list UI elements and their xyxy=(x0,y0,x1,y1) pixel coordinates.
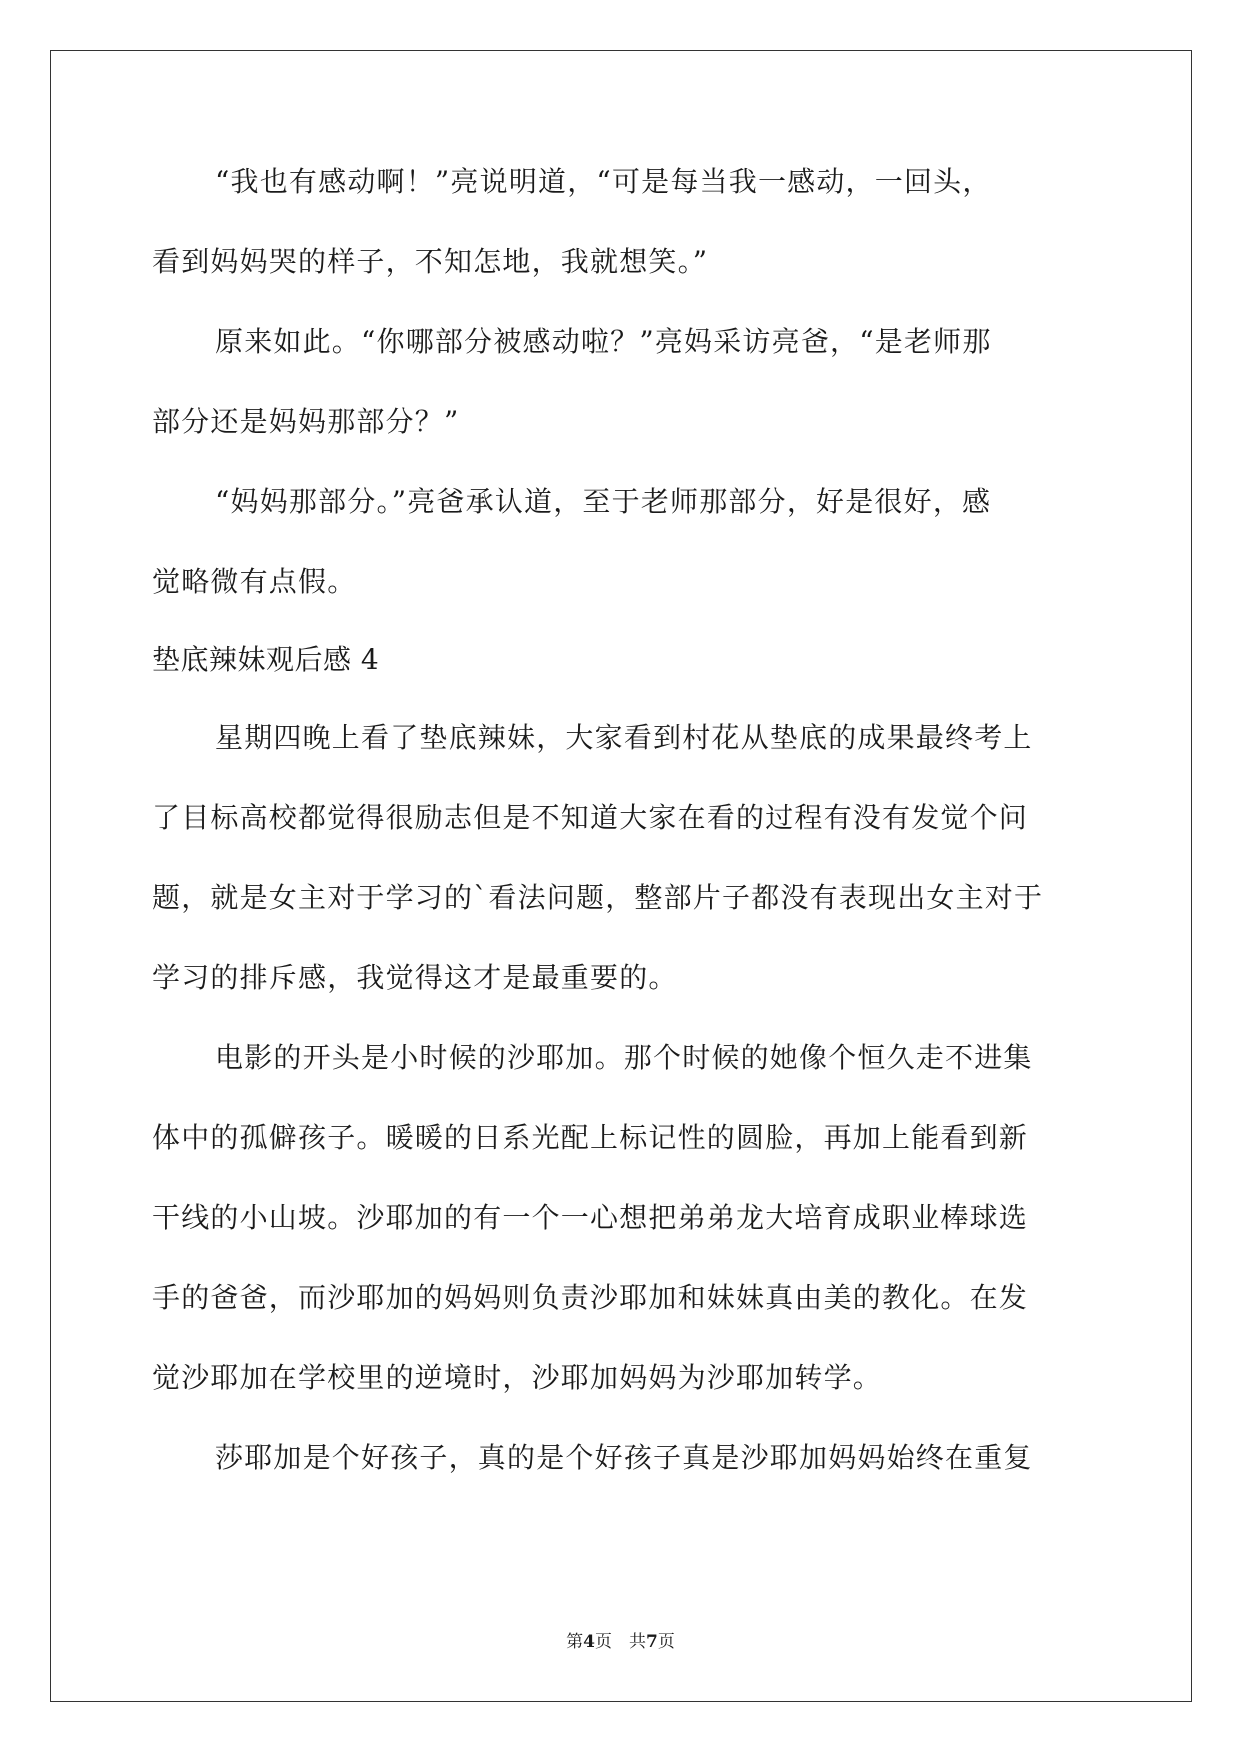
footer-middle: 页 共 xyxy=(595,1632,646,1652)
footer-prefix: 第 xyxy=(566,1632,584,1652)
page-footer xyxy=(0,1630,1241,1654)
paragraph-line: 手的爸爸，而沙耶加的妈妈则负责沙耶加和妹妹真由美的教化。在发 xyxy=(152,1281,1029,1314)
paragraph-line: 星期四晚上看了垫底辣妹，大家看到村花从垫底的成果最终考上 xyxy=(215,721,1033,754)
paragraph-line: 学习的排斥感，我觉得这才是最重要的。 xyxy=(152,961,678,994)
paragraph-line: 部分还是妈妈那部分？” xyxy=(152,405,460,438)
paragraph-line: 了目标高校都觉得很励志但是不知道大家在看的过程有没有发觉个问 xyxy=(152,801,1029,834)
footer-suffix: 页 xyxy=(657,1632,675,1652)
paragraph-line: “我也有感动啊！”亮说明道，“可是每当我一感动，一回头， xyxy=(215,165,992,198)
section-heading: 垫底辣妹观后感 4 xyxy=(152,643,380,676)
paragraph-line: 题，就是女主对于学习的`看法问题，整部片子都没有表现出女主对于 xyxy=(152,881,1044,914)
paragraph-line: 干线的小山坡。沙耶加的有一个一心想把弟弟龙大培育成职业棒球选 xyxy=(152,1201,1029,1234)
current-page-number: 4 xyxy=(583,1632,595,1652)
paragraph-line: 觉沙耶加在学校里的逆境时，沙耶加妈妈为沙耶加转学。 xyxy=(152,1361,883,1394)
total-page-number: 7 xyxy=(646,1632,658,1652)
paragraph-line: 体中的孤僻孩子。暖暖的日系光配上标记性的圆脸，再加上能看到新 xyxy=(152,1121,1029,1154)
paragraph-line: 觉略微有点假。 xyxy=(152,565,357,598)
paragraph-line: 电影的开头是小时候的沙耶加。那个时候的她像个恒久走不进集 xyxy=(215,1041,1033,1074)
paragraph-line: “妈妈那部分。”亮爸承认道，至于老师那部分，好是很好，感 xyxy=(215,485,992,518)
paragraph-line: 原来如此。“你哪部分被感动啦？”亮妈采访亮爸，“是老师那 xyxy=(215,325,992,358)
paragraph-line: 莎耶加是个好孩子，真的是个好孩子真是沙耶加妈妈始终在重复 xyxy=(215,1441,1033,1474)
paragraph-line: 看到妈妈哭的样子，不知怎地，我就想笑。” xyxy=(152,245,709,278)
